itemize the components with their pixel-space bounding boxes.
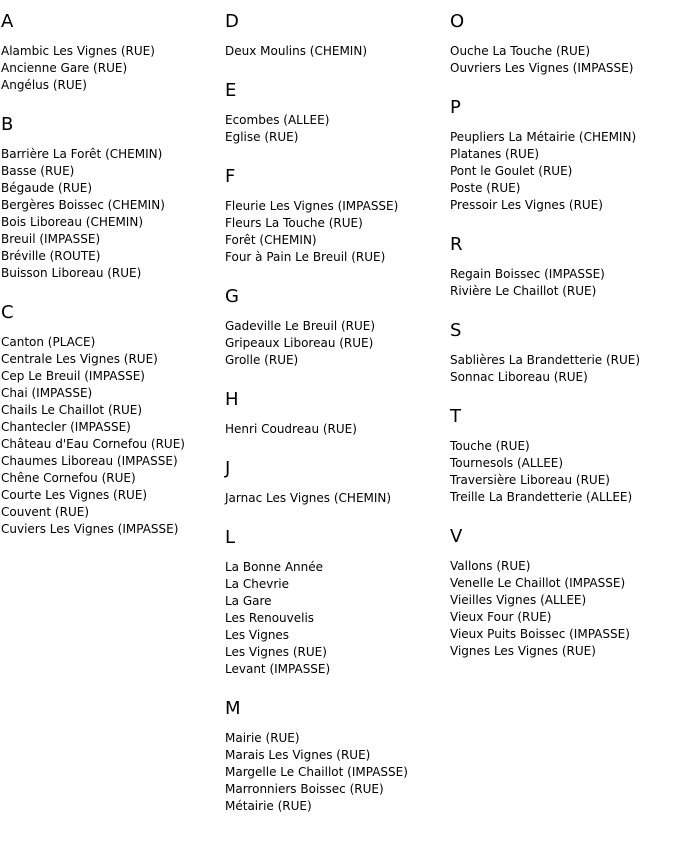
street-list	[450, 352, 672, 386]
street-list	[225, 318, 445, 369]
street-name: Chails Le Chaillot (RUE)	[1, 403, 143, 417]
letter-heading: G	[225, 286, 239, 307]
street-name: Les Vignes (RUE)	[225, 645, 327, 659]
street-list	[225, 421, 445, 438]
street-name: Regain Boissec (IMPASSE)	[450, 267, 605, 281]
letter-heading: P	[450, 97, 461, 118]
letter-group	[450, 234, 672, 300]
street-name: Ouvriers Les Vignes (IMPASSE)	[450, 61, 634, 75]
street-name: Courte Les Vignes (RUE)	[1, 488, 148, 502]
letter-group	[450, 526, 672, 660]
street-name: Jarnac Les Vignes (CHEMIN)	[225, 491, 392, 505]
street-name: Deux Moulins (CHEMIN)	[225, 44, 368, 58]
street-name: Vieux Four (RUE)	[450, 610, 552, 624]
street-name: Vieilles Vignes (ALLEE)	[450, 593, 587, 607]
street-name: Rivière Le Chaillot (RUE)	[450, 284, 597, 298]
letter-group	[450, 11, 672, 77]
street-name: Canton (PLACE)	[1, 335, 96, 349]
street-name: Levant (IMPASSE)	[225, 662, 331, 676]
street-name: Métairie (RUE)	[225, 799, 312, 813]
street-list	[225, 198, 445, 266]
street-name: Bégaude (RUE)	[1, 181, 93, 195]
letter-group	[225, 698, 445, 815]
letter-group	[225, 389, 445, 438]
street-name: Sablières La Brandetterie (RUE)	[450, 353, 641, 367]
street-name: Gripeaux Liboreau (RUE)	[225, 336, 374, 350]
street-name: Bergères Boissec (CHEMIN)	[1, 198, 165, 212]
street-name: Buisson Liboreau (RUE)	[1, 266, 142, 280]
street-name: La Gare	[225, 594, 272, 608]
letter-group	[450, 406, 672, 506]
street-name: Centrale Les Vignes (RUE)	[1, 352, 158, 366]
letter-heading: A	[1, 11, 14, 32]
letter-heading: L	[225, 527, 236, 548]
letter-heading: V	[450, 526, 463, 547]
street-name: Breuil (IMPASSE)	[1, 232, 101, 246]
street-name: Fleurs La Touche (RUE)	[225, 216, 363, 230]
street-list	[450, 129, 672, 214]
letter-heading: J	[225, 458, 231, 479]
street-name: Sonnac Liboreau (RUE)	[450, 370, 588, 384]
street-name: Platanes (RUE)	[450, 147, 540, 161]
street-list	[1, 334, 221, 538]
street-list	[225, 559, 445, 678]
letter-heading: D	[225, 11, 239, 32]
street-list	[1, 43, 221, 94]
letter-heading: H	[225, 389, 239, 410]
street-list	[450, 266, 672, 300]
street-name: Vallons (RUE)	[450, 559, 531, 573]
street-index-column-2	[225, 0, 445, 815]
letter-heading: C	[1, 302, 14, 323]
street-index-column-1	[1, 0, 221, 538]
letter-heading: R	[450, 234, 463, 255]
street-index-column-3	[450, 0, 672, 660]
letter-group	[1, 11, 221, 94]
street-name: Marronniers Boissec (RUE)	[225, 782, 384, 796]
street-name: Les Renouvelis	[225, 611, 315, 625]
street-list	[450, 438, 672, 506]
street-name: Les Vignes	[225, 628, 290, 642]
letter-heading: S	[450, 320, 462, 341]
letter-group	[1, 114, 221, 282]
street-name: Four à Pain Le Breuil (RUE)	[225, 250, 386, 264]
street-name: Mairie (RUE)	[225, 731, 300, 745]
street-name: Château d'Eau Cornefou (RUE)	[1, 437, 185, 451]
street-name: Cep Le Breuil (IMPASSE)	[1, 369, 145, 383]
street-name: Vignes Les Vignes (RUE)	[450, 644, 596, 658]
street-name: Chaumes Liboreau (IMPASSE)	[1, 454, 178, 468]
street-list	[450, 43, 672, 77]
street-name: Angélus (RUE)	[1, 78, 87, 92]
street-name: Ancienne Gare (RUE)	[1, 61, 128, 75]
street-name: Bréville (ROUTE)	[1, 249, 101, 263]
letter-group	[225, 166, 445, 266]
letter-group	[450, 97, 672, 214]
street-list	[450, 558, 672, 660]
street-name: Eglise (RUE)	[225, 130, 299, 144]
street-list	[225, 490, 445, 507]
street-name: Henri Coudreau (RUE)	[225, 422, 357, 436]
street-name: Cuviers Les Vignes (IMPASSE)	[1, 522, 179, 536]
letter-heading: T	[450, 406, 461, 427]
street-name: Couvent (RUE)	[1, 505, 90, 519]
street-list	[225, 730, 445, 815]
letter-group	[1, 302, 221, 538]
street-name: Touche (RUE)	[450, 439, 530, 453]
street-list	[1, 146, 221, 282]
street-name: Chêne Cornefou (RUE)	[1, 471, 136, 485]
street-name: Tournesols (ALLEE)	[450, 456, 564, 470]
street-name: Grolle (RUE)	[225, 353, 299, 367]
street-name: Ouche La Touche (RUE)	[450, 44, 591, 58]
street-name: Pont le Goulet (RUE)	[450, 164, 573, 178]
letter-heading: B	[1, 114, 14, 135]
street-name: Vieux Puits Boissec (IMPASSE)	[450, 627, 630, 641]
letter-heading: O	[450, 11, 465, 32]
street-name: Treille La Brandetterie (ALLEE)	[450, 490, 633, 504]
letter-group	[225, 80, 445, 146]
street-name: Chantecler (IMPASSE)	[1, 420, 131, 434]
street-name: Forêt (CHEMIN)	[225, 233, 317, 247]
street-name: Marais Les Vignes (RUE)	[225, 748, 371, 762]
letter-heading: E	[225, 80, 237, 101]
street-name: La Chevrie	[225, 577, 289, 591]
street-name: Chai (IMPASSE)	[1, 386, 93, 400]
street-name: Margelle Le Chaillot (IMPASSE)	[225, 765, 408, 779]
street-name: Gadeville Le Breuil (RUE)	[225, 319, 376, 333]
street-name: Pressoir Les Vignes (RUE)	[450, 198, 603, 212]
letter-group	[225, 286, 445, 369]
street-name: Poste (RUE)	[450, 181, 521, 195]
street-name: Ecombes (ALLEE)	[225, 113, 330, 127]
street-name: Alambic Les Vignes (RUE)	[1, 44, 155, 58]
street-name: Basse (RUE)	[1, 164, 75, 178]
street-name: La Bonne Année	[225, 560, 324, 574]
letter-group	[225, 527, 445, 678]
letter-heading: M	[225, 698, 241, 719]
street-name: Traversière Liboreau (RUE)	[450, 473, 610, 487]
letter-group	[225, 458, 445, 507]
letter-group	[225, 11, 445, 60]
letter-heading: F	[225, 166, 236, 187]
street-name: Barrière La Forêt (CHEMIN)	[1, 147, 163, 161]
street-name: Fleurie Les Vignes (IMPASSE)	[225, 199, 399, 213]
street-name: Venelle Le Chaillot (IMPASSE)	[450, 576, 626, 590]
street-list	[225, 43, 445, 60]
street-name: Bois Liboreau (CHEMIN)	[1, 215, 143, 229]
letter-group	[450, 320, 672, 386]
street-list	[225, 112, 445, 146]
street-name: Peupliers La Métairie (CHEMIN)	[450, 130, 637, 144]
